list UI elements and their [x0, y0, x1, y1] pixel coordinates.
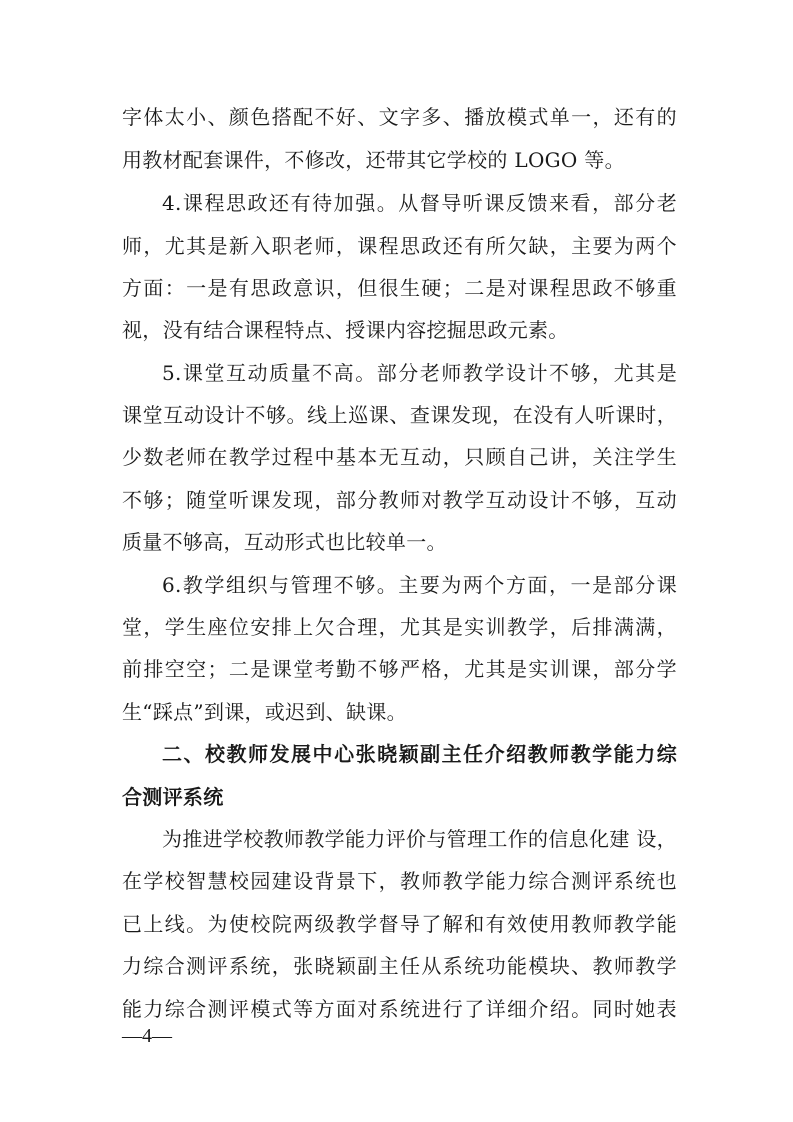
body-text-line: 堂，学生座位安排上欠合理，尤其是实训教学，后排满满， — [122, 615, 677, 639]
body-text-line: 前排空空；二是课堂考勤不够严格，尤其是实训课，部分学 — [122, 657, 677, 681]
body-text-line: 生“踩点”到课，或迟到、缺课。 — [122, 700, 407, 724]
body-text-line: 在学校智慧校园建设背景下，教师教学能力综合测评系统也 — [122, 869, 677, 893]
paragraph-start-line: 6.教学组织与管理不够。主要为两个方面，一是部分课 — [162, 573, 677, 597]
body-text-line: 字体太小、颜色搭配不好、文字多、播放模式单一，还有的 — [122, 105, 677, 129]
section-heading: 二、校教师发展中心张晓颖副主任介绍教师教学能力综 — [162, 742, 677, 766]
body-text-line: 方面：一是有思政意识，但很生硬；二是对课程思政不够重 — [122, 276, 677, 300]
body-text-line: 力综合测评系统，张晓颖副主任从系统功能模块、教师教学 — [122, 954, 677, 978]
body-text-line: 已上线。为使校院两级教学督导了解和有效使用教师教学能 — [122, 912, 677, 936]
body-text-line: 师，尤其是新入职老师，课程思政还有所欠缺，主要为两个 — [122, 234, 677, 258]
page-number: —4— — [122, 1025, 172, 1047]
body-text-line: 少数老师在教学过程中基本无互动，只顾自己讲，关注学生 — [122, 445, 677, 469]
body-text-line: 用教材配套课件，不修改，还带其它学校的 LOGO 等。 — [122, 148, 625, 172]
paragraph-start-line: 5.课堂互动质量不高。部分老师教学设计不够，尤其是 — [162, 361, 677, 385]
paragraph-start-line: 为推进学校教师教学能力评价与管理工作的信息化建 设， — [162, 827, 677, 851]
paragraph-start-line: 4.课程思政还有待加强。从督导听课反馈来看，部分老 — [162, 191, 677, 215]
body-text-line: 能力综合测评模式等方面对系统进行了详细介绍。同时她表 — [122, 997, 677, 1021]
body-text-line: 质量不够高，互动形式也比较单一。 — [122, 530, 447, 554]
body-text-line: 视，没有结合课程特点、授课内容挖掘思政元素。 — [122, 318, 569, 342]
body-text-line: 不够；随堂听课发现，部分教师对教学互动设计不够，互动 — [122, 488, 677, 512]
section-heading: 合测评系统 — [122, 785, 224, 809]
body-text-line: 课堂互动设计不够。线上巡课、查课发现，在没有人听课时， — [122, 403, 677, 427]
